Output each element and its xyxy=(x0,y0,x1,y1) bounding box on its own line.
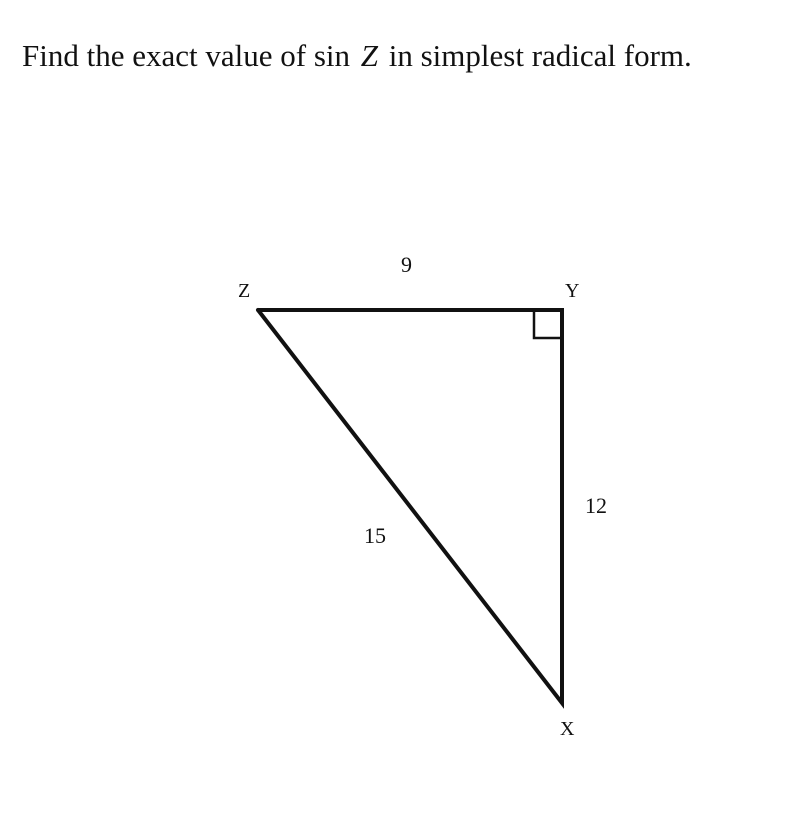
triangle-outline xyxy=(258,310,562,703)
question-text-part2: in simplest radical form. xyxy=(388,38,692,73)
vertex-label-x: X xyxy=(560,718,575,740)
triangle-svg xyxy=(0,190,804,810)
side-label-zy: 9 xyxy=(401,252,412,277)
side-label-zx: 15 xyxy=(364,523,386,548)
side-label-yx: 12 xyxy=(585,493,607,518)
question-text-part1: Find the exact value of sin xyxy=(22,38,350,73)
triangle-diagram xyxy=(0,190,804,810)
question-variable: Z xyxy=(360,38,378,73)
question-text xyxy=(22,34,792,79)
vertex-label-z: Z xyxy=(238,280,251,302)
right-angle-marker-icon xyxy=(534,310,562,338)
vertex-label-y: Y xyxy=(565,280,580,302)
